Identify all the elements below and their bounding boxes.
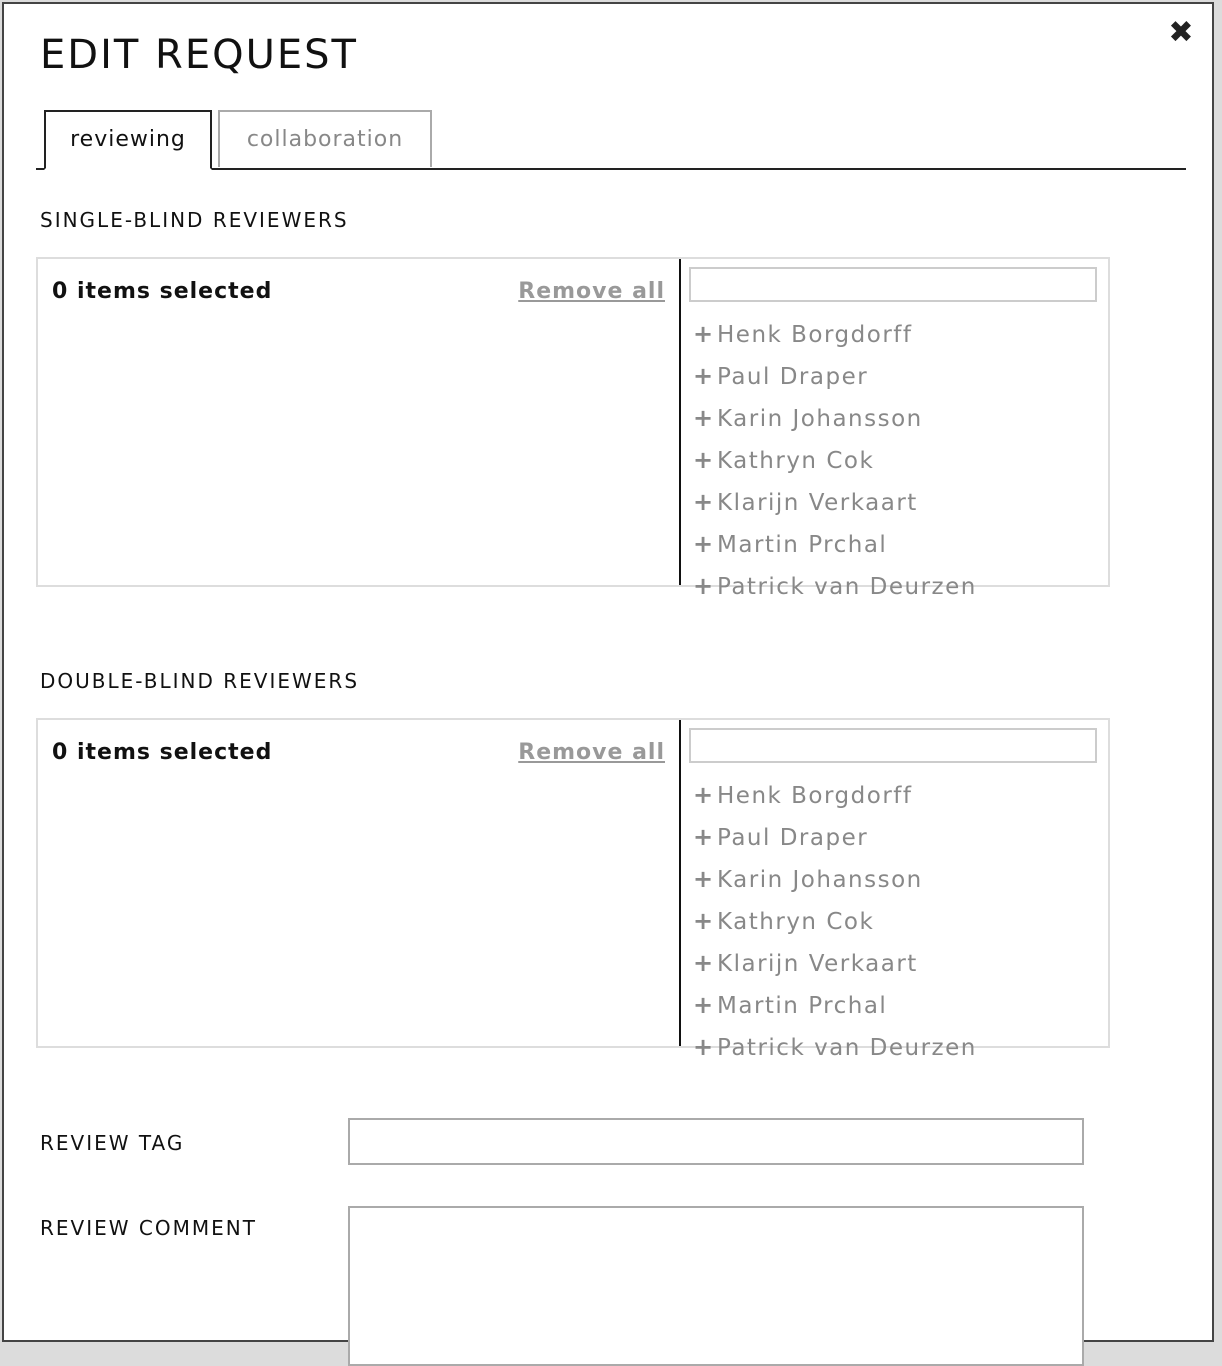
reviewer-name: Karin Johansson <box>717 406 923 432</box>
review-comment-label: REVIEW COMMENT <box>40 1216 257 1240</box>
plus-icon: + <box>693 572 715 600</box>
reviewer-name: Paul Draper <box>717 825 869 851</box>
review-tag-input[interactable] <box>348 1118 1084 1165</box>
remove-all-link[interactable]: Remove all <box>518 279 665 304</box>
reviewer-name: Martin Prchal <box>717 532 888 558</box>
selected-pane <box>38 259 679 585</box>
tab-bar <box>36 110 1186 170</box>
reviewer-name: Patrick van Deurzen <box>717 1035 977 1061</box>
plus-icon: + <box>693 949 715 977</box>
selected-pane <box>38 720 679 1046</box>
reviewer-name: Martin Prchal <box>717 993 888 1019</box>
reviewer-name: Klarijn Verkaart <box>717 951 918 977</box>
reviewer-name: Henk Borgdorff <box>717 322 913 348</box>
plus-icon: + <box>693 404 715 432</box>
plus-icon: + <box>693 488 715 516</box>
plus-icon: + <box>693 362 715 390</box>
double-blind-label: DOUBLE-BLIND REVIEWERS <box>40 669 360 693</box>
reviewer-name: Henk Borgdorff <box>717 783 913 809</box>
tab-reviewing[interactable]: reviewing <box>44 110 212 170</box>
reviewer-search-input[interactable] <box>689 728 1097 763</box>
reviewer-name: Paul Draper <box>717 364 869 390</box>
plus-icon: + <box>693 320 715 348</box>
available-pane <box>681 720 1108 1061</box>
plus-icon: + <box>693 991 715 1019</box>
list-item[interactable] <box>693 858 977 900</box>
list-item[interactable] <box>693 397 977 439</box>
tab-collaboration[interactable]: collaboration <box>218 110 432 167</box>
review-comment-textarea[interactable] <box>348 1206 1084 1366</box>
plus-icon: + <box>693 446 715 474</box>
close-icon[interactable]: ✖ <box>1168 15 1194 50</box>
reviewer-name: Kathryn Cok <box>717 448 875 474</box>
dialog-title: EDIT REQUEST <box>40 32 358 78</box>
list-item[interactable] <box>693 481 977 523</box>
list-item[interactable] <box>693 439 977 481</box>
plus-icon: + <box>693 530 715 558</box>
reviewer-name: Kathryn Cok <box>717 909 875 935</box>
plus-icon: + <box>693 865 715 893</box>
plus-icon: + <box>693 781 715 809</box>
available-pane <box>681 259 1108 600</box>
single-blind-multiselect <box>36 257 1110 600</box>
double-blind-multiselect <box>36 718 1110 1061</box>
plus-icon: + <box>693 823 715 851</box>
list-item[interactable] <box>693 774 977 816</box>
list-item[interactable] <box>693 565 977 607</box>
list-item[interactable] <box>693 942 977 984</box>
list-item[interactable] <box>693 984 977 1026</box>
selected-count: 0 items selected <box>52 740 273 765</box>
available-list <box>693 313 977 607</box>
selected-count: 0 items selected <box>52 279 273 304</box>
reviewer-search-input[interactable] <box>689 267 1097 302</box>
list-item[interactable] <box>693 1026 977 1068</box>
list-item[interactable] <box>693 523 977 565</box>
list-item[interactable] <box>693 355 977 397</box>
review-tag-label: REVIEW TAG <box>40 1131 185 1155</box>
plus-icon: + <box>693 1033 715 1061</box>
available-list <box>693 774 977 1068</box>
single-blind-label: SINGLE-BLIND REVIEWERS <box>40 208 349 232</box>
edit-request-dialog <box>2 2 1214 1342</box>
list-item[interactable] <box>693 816 977 858</box>
reviewer-name: Karin Johansson <box>717 867 923 893</box>
reviewer-name: Patrick van Deurzen <box>717 574 977 600</box>
reviewer-name: Klarijn Verkaart <box>717 490 918 516</box>
list-item[interactable] <box>693 900 977 942</box>
remove-all-link[interactable]: Remove all <box>518 740 665 765</box>
list-item[interactable] <box>693 313 977 355</box>
plus-icon: + <box>693 907 715 935</box>
